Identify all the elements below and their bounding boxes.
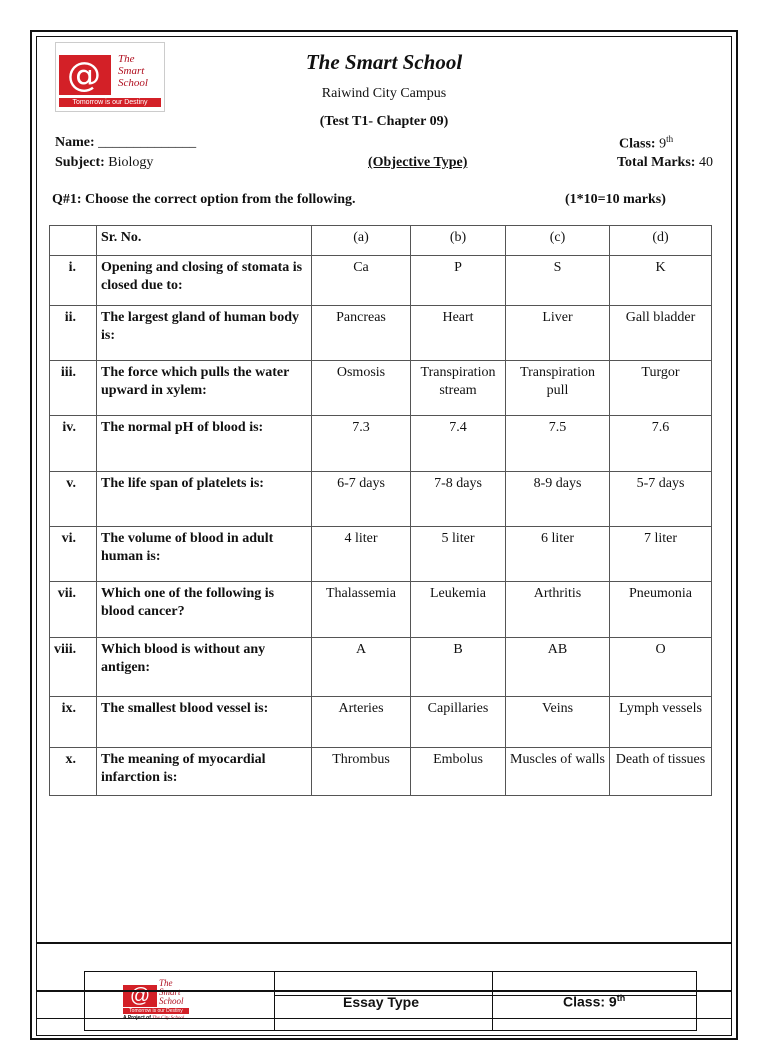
- row-option-a: 7.3: [312, 416, 411, 472]
- footer-project-of: The City School: [152, 1016, 185, 1021]
- page-separator-middle: [36, 990, 732, 992]
- row-option-d: 7 liter: [610, 527, 712, 582]
- row-sr: vi.: [50, 527, 97, 582]
- name-line: [55, 135, 196, 151]
- footer-logo-tagline: Tomorrow is our Destiny: [123, 1008, 189, 1014]
- total-marks-label: Total Marks:: [617, 155, 696, 170]
- row-option-b: Capillaries: [411, 697, 506, 748]
- table-row: [50, 638, 712, 697]
- row-sr: vii.: [50, 582, 97, 638]
- name-blank: ______________: [98, 135, 197, 150]
- table-row: [50, 472, 712, 527]
- row-question: The volume of blood in adult human is:: [97, 527, 312, 582]
- row-option-d: 5-7 days: [610, 472, 712, 527]
- row-question: The force which pulls the water upward in xylem:: [97, 361, 312, 416]
- row-sr: v.: [50, 472, 97, 527]
- subject-value: Biology: [108, 155, 154, 170]
- header-sr-no: Sr. No.: [97, 226, 312, 256]
- row-sr: iii.: [50, 361, 97, 416]
- header-option-a: (a): [312, 226, 411, 256]
- row-option-c: 7.5: [506, 416, 610, 472]
- row-question: Opening and closing of stomata is closed due to:: [97, 256, 312, 306]
- row-question: Which blood is without any antigen:: [97, 638, 312, 697]
- row-option-d: Death of tissues: [610, 748, 712, 796]
- row-sr: ix.: [50, 697, 97, 748]
- row-question: The meaning of myocardial infarction is:: [97, 748, 312, 796]
- row-option-b: P: [411, 256, 506, 306]
- row-option-c: 6 liter: [506, 527, 610, 582]
- row-option-d: Turgor: [610, 361, 712, 416]
- header-cell-blank: [50, 226, 97, 256]
- footer-project-label: A Project of: [123, 1015, 151, 1021]
- page-separator-bottom: [36, 1018, 732, 1019]
- essay-type-title: Essay Type: [343, 994, 420, 1010]
- row-option-a: Osmosis: [312, 361, 411, 416]
- row-question: The normal pH of blood is:: [97, 416, 312, 472]
- table-row: [50, 306, 712, 361]
- class-value: 9: [659, 136, 667, 152]
- row-option-c: 8-9 days: [506, 472, 610, 527]
- row-option-d: O: [610, 638, 712, 697]
- header-option-b: (b): [411, 226, 506, 256]
- row-option-c: Veins: [506, 697, 610, 748]
- test-title: (Test T1- Chapter 09): [319, 114, 449, 129]
- table-row: [50, 748, 712, 796]
- row-option-c: Muscles of walls: [506, 748, 610, 796]
- footer-logo-cell: [85, 972, 275, 1031]
- header-option-c: (c): [506, 226, 610, 256]
- class-line: [619, 134, 673, 153]
- row-option-a: Thrombus: [312, 748, 411, 796]
- row-option-a: 6-7 days: [312, 472, 411, 527]
- row-question: The largest gland of human body is:: [97, 306, 312, 361]
- row-option-b: Leukemia: [411, 582, 506, 638]
- row-sr: i.: [50, 256, 97, 306]
- row-sr: iv.: [50, 416, 97, 472]
- footer-class-suffix: th: [616, 993, 626, 1003]
- row-option-c: AB: [506, 638, 610, 697]
- total-marks-value: 40: [698, 155, 713, 170]
- row-sr: viii.: [50, 638, 97, 697]
- row-sr: x.: [50, 748, 97, 796]
- page-separator-top: [36, 942, 732, 944]
- table-header-row: [50, 226, 712, 256]
- row-option-a: 4 liter: [312, 527, 411, 582]
- subject-label: Subject:: [55, 155, 105, 170]
- objective-type: (Objective Type): [368, 155, 468, 170]
- row-option-c: S: [506, 256, 610, 306]
- table-row: [50, 582, 712, 638]
- logo-at-symbol: @: [67, 55, 101, 95]
- row-option-a: A: [312, 638, 411, 697]
- table-row: [50, 527, 712, 582]
- row-option-d: Pneumonia: [610, 582, 712, 638]
- logo-name-line3: School: [118, 77, 148, 89]
- school-title: The Smart School: [305, 50, 463, 74]
- row-option-a: Arteries: [312, 697, 411, 748]
- header-option-d: (d): [610, 226, 712, 256]
- table-row: [50, 361, 712, 416]
- question-marks: (1*10=10 marks): [565, 192, 666, 207]
- logo-tagline: Tomorrow is our Destiny: [59, 98, 161, 107]
- logo-name-line2: Smart: [118, 65, 145, 77]
- class-suffix: th: [666, 134, 674, 144]
- name-label: Name:: [55, 135, 95, 150]
- row-option-d: K: [610, 256, 712, 306]
- row-option-b: Embolus: [411, 748, 506, 796]
- row-option-b: 5 liter: [411, 527, 506, 582]
- class-label: Class:: [619, 136, 656, 152]
- subject-line: [55, 155, 153, 171]
- row-option-a: Ca: [312, 256, 411, 306]
- total-marks-line: [617, 155, 713, 171]
- footer-class-label: Class:: [563, 993, 606, 1010]
- row-option-d: 7.6: [610, 416, 712, 472]
- logo-name-line1: The: [118, 53, 135, 65]
- footer-class: [563, 993, 625, 1010]
- question-prompt: Q#1: Choose the correct option from the following.: [52, 192, 356, 207]
- table-row: [50, 256, 712, 306]
- row-option-b: 7.4: [411, 416, 506, 472]
- row-option-c: Liver: [506, 306, 610, 361]
- row-option-b: Heart: [411, 306, 506, 361]
- row-question: The smallest blood vessel is:: [97, 697, 312, 748]
- row-sr: ii.: [50, 306, 97, 361]
- row-option-d: Lymph vessels: [610, 697, 712, 748]
- footer-logo-name: The Smart School: [159, 978, 184, 1006]
- campus-name: Raiwind City Campus: [321, 86, 447, 101]
- row-option-b: 7-8 days: [411, 472, 506, 527]
- row-option-a: Pancreas: [312, 306, 411, 361]
- table-row: [50, 416, 712, 472]
- row-option-d: Gall bladder: [610, 306, 712, 361]
- row-option-a: Thalassemia: [312, 582, 411, 638]
- row-option-c: Arthritis: [506, 582, 610, 638]
- row-option-b: Transpiration stream: [411, 361, 506, 416]
- row-question: The life span of platelets is:: [97, 472, 312, 527]
- table-row: [50, 697, 712, 748]
- row-option-c: Transpiration pull: [506, 361, 610, 416]
- footer-logo-at: @: [123, 985, 157, 1007]
- footer-class-value: 9: [608, 993, 617, 1010]
- footer-logo: [85, 979, 195, 1023]
- row-question: Which one of the following is blood cancer?: [97, 582, 312, 638]
- row-option-b: B: [411, 638, 506, 697]
- mcq-table: [49, 225, 712, 796]
